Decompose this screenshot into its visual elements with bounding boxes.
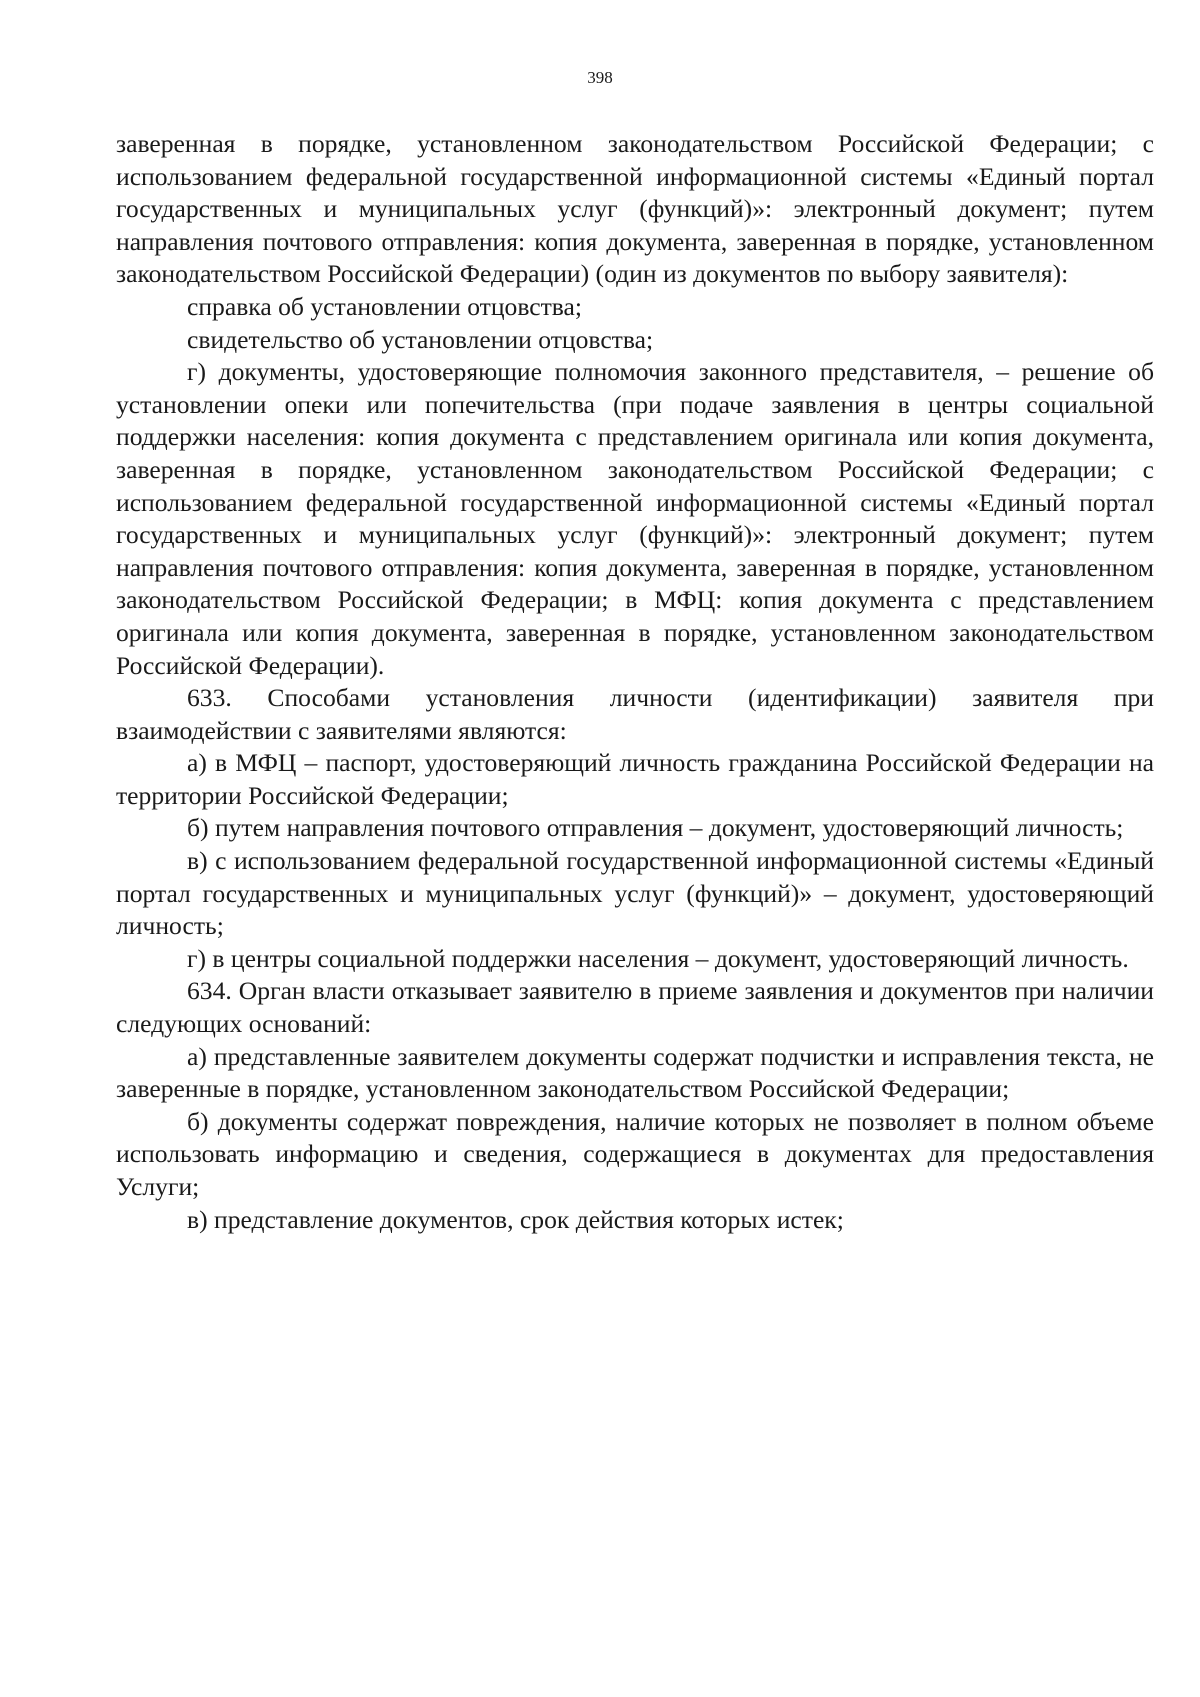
paragraph-634-a: а) представленные заявителем документы содержат подчистки и исправления текста, не заверенные в порядке, установленном законодательством Российской Федерации;: [116, 1041, 1154, 1104]
paragraph-representative-documents: г) документы, удостоверяющие полномочия законного представителя, – решение об установлении опеки или попечительства (при подаче заявления в центры социальной поддержки населения: копия документа с представлением оригинала или копия документа, заверенная в порядке, установленном законодательством Российской Федерации; с использованием федеральной государственной информационной системы «Единый портал государственных и муниципальных услуг (функций)»: электронный документ; путем направления почтового отправления: копия документа, заверенная в порядке, установленном законодательством Российской Федерации; в МФЦ: копия документа с представлением оригинала или копия документа, заверенная в порядке, установленном законодательством Российской Федерации).: [116, 357, 1154, 680]
paragraph-633-b: б) путем направления почтового отправления – документ, удостоверяющий личность;: [187, 813, 1124, 843]
paragraph-633-g: г) в центры социальной поддержки населения – документ, удостоверяющий личность.: [187, 943, 1129, 973]
paragraph-paternity-certificate: справка об установлении отцовства;: [187, 291, 583, 321]
paragraph-634-v: в) представление документов, срок действия которых истек;: [187, 1204, 844, 1234]
document-body: [116, 128, 1154, 1236]
paragraph-paternity-record: свидетельство об установлении отцовства;: [187, 324, 654, 354]
paragraph-633: 633. Способами установления личности (идентификации) заявителя при взаимодействии с заявителями являются:: [116, 683, 1154, 745]
page-number: 398: [587, 68, 613, 87]
paragraph-634: 634. Орган власти отказывает заявителю в приеме заявления и документов при наличии следующих оснований:: [116, 976, 1154, 1039]
paragraph-634-b: б) документы содержат повреждения, наличие которых не позволяет в полном объеме использовать информацию и сведения, содержащиеся в документах для предоставления Услуги;: [116, 1106, 1154, 1201]
paragraph-633-v: в) с использованием федеральной государственной информационной системы «Единый портал государственных и муниципальных услуг (функций)» – документ, удостоверяющий личность;: [116, 846, 1154, 941]
paragraph-continuation: заверенная в порядке, установленном законодательством Российской Федерации; с использованием федеральной государственной информационной системы «Единый портал государственных и муниципальных услуг (функций)»: электронный документ; путем направления почтового отправления: копия документа, заверенная в порядке, установленном законодательством Российской Федерации) (один из документов по выбору заявителя):: [116, 129, 1154, 289]
paragraph-633-a: а) в МФЦ – паспорт, удостоверяющий личность гражданина Российской Федерации на территории Российской Федерации;: [116, 748, 1154, 810]
